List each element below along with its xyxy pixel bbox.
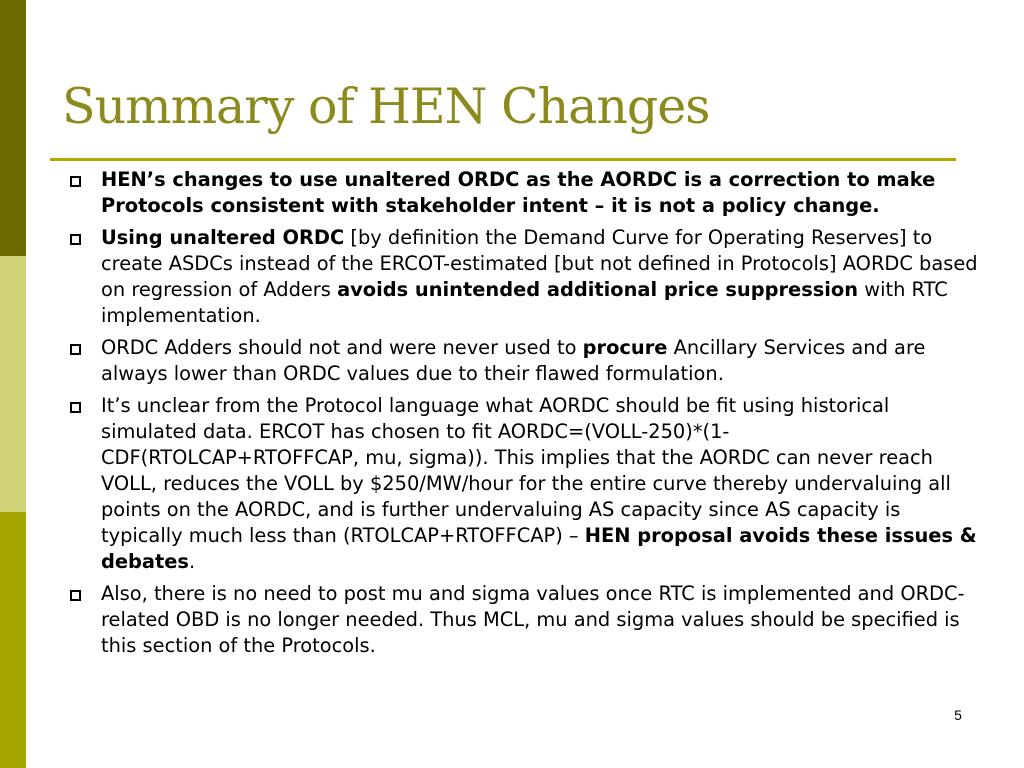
sidebar-accent-bar: [0, 0, 26, 768]
bullet-item-1: [70, 167, 985, 219]
bullet-2-bold-start: Using unaltered ORDC: [101, 226, 345, 249]
bullet-3-text-start: ORDC Adders should not and were never used to: [101, 336, 583, 359]
bullet-item-2: [70, 225, 985, 329]
bullet-4-text-start: It’s unclear from the Protocol language what AORDC should be fit using historical simulated data. ERCOT has chosen to fit AORDC=(VOLL-250)*(1-CDF(RTOLCAP+RTOFFCAP, mu, sigma)). This implies that the AORDC can never reach VOLL, reduces the VOLL by $250/MW/hour for the entire curve thereby undervaluing all points on the AORDC, and is further undervaluing AS capacity since AS capacity is typically much less than (RTOLCAP+RTOFFCAP) –: [101, 394, 951, 547]
page-number: 5: [954, 707, 962, 723]
bullet-2-text-middle: [by definition the Demand Curve for Operating Reserves] to create ASDCs instead of the ERCOT-estimated [but not defined in Protocols] AORDC based on regression of Adders: [101, 226, 978, 301]
square-bullet-icon: [70, 176, 81, 187]
square-bullet-icon: [70, 234, 81, 245]
square-bullet-icon: [70, 344, 81, 355]
bullet-5-text: Also, there is no need to post mu and sigma values once RTC is implemented and ORDC-related OBD is no longer needed. Thus MCL, mu and sigma values should be specified is this section of the Protocols.: [101, 582, 965, 657]
bullet-4-bold: HEN proposal avoids these issues & debates: [101, 524, 977, 573]
square-bullet-icon: [70, 590, 81, 601]
bullet-item-5: [70, 581, 985, 659]
sidebar-segment-mid: [0, 512, 26, 768]
bullet-3-bold: procure: [582, 336, 668, 359]
bullet-1-bold-text: HEN’s changes to use unaltered ORDC as the AORDC is a correction to make Protocols consistent with stakeholder intent – it is not a policy change.: [101, 168, 936, 217]
bullet-2-bold-end: avoids unintended additional price suppression: [337, 278, 859, 301]
bullet-4-text-end: .: [188, 550, 196, 573]
bullet-list: [70, 167, 985, 665]
title-divider: [50, 158, 956, 161]
slide-title: Summary of HEN Changes: [62, 78, 710, 135]
sidebar-segment-light: [0, 256, 26, 512]
sidebar-segment-dark: [0, 0, 26, 256]
bullet-2-text-end: with RTC implementation.: [101, 278, 948, 327]
bullet-item-4: [70, 393, 985, 575]
square-bullet-icon: [70, 402, 81, 413]
bullet-3-text-end: Ancillary Services and are always lower than ORDC values due to their flawed formulation.: [101, 336, 926, 385]
bullet-item-3: [70, 335, 985, 387]
